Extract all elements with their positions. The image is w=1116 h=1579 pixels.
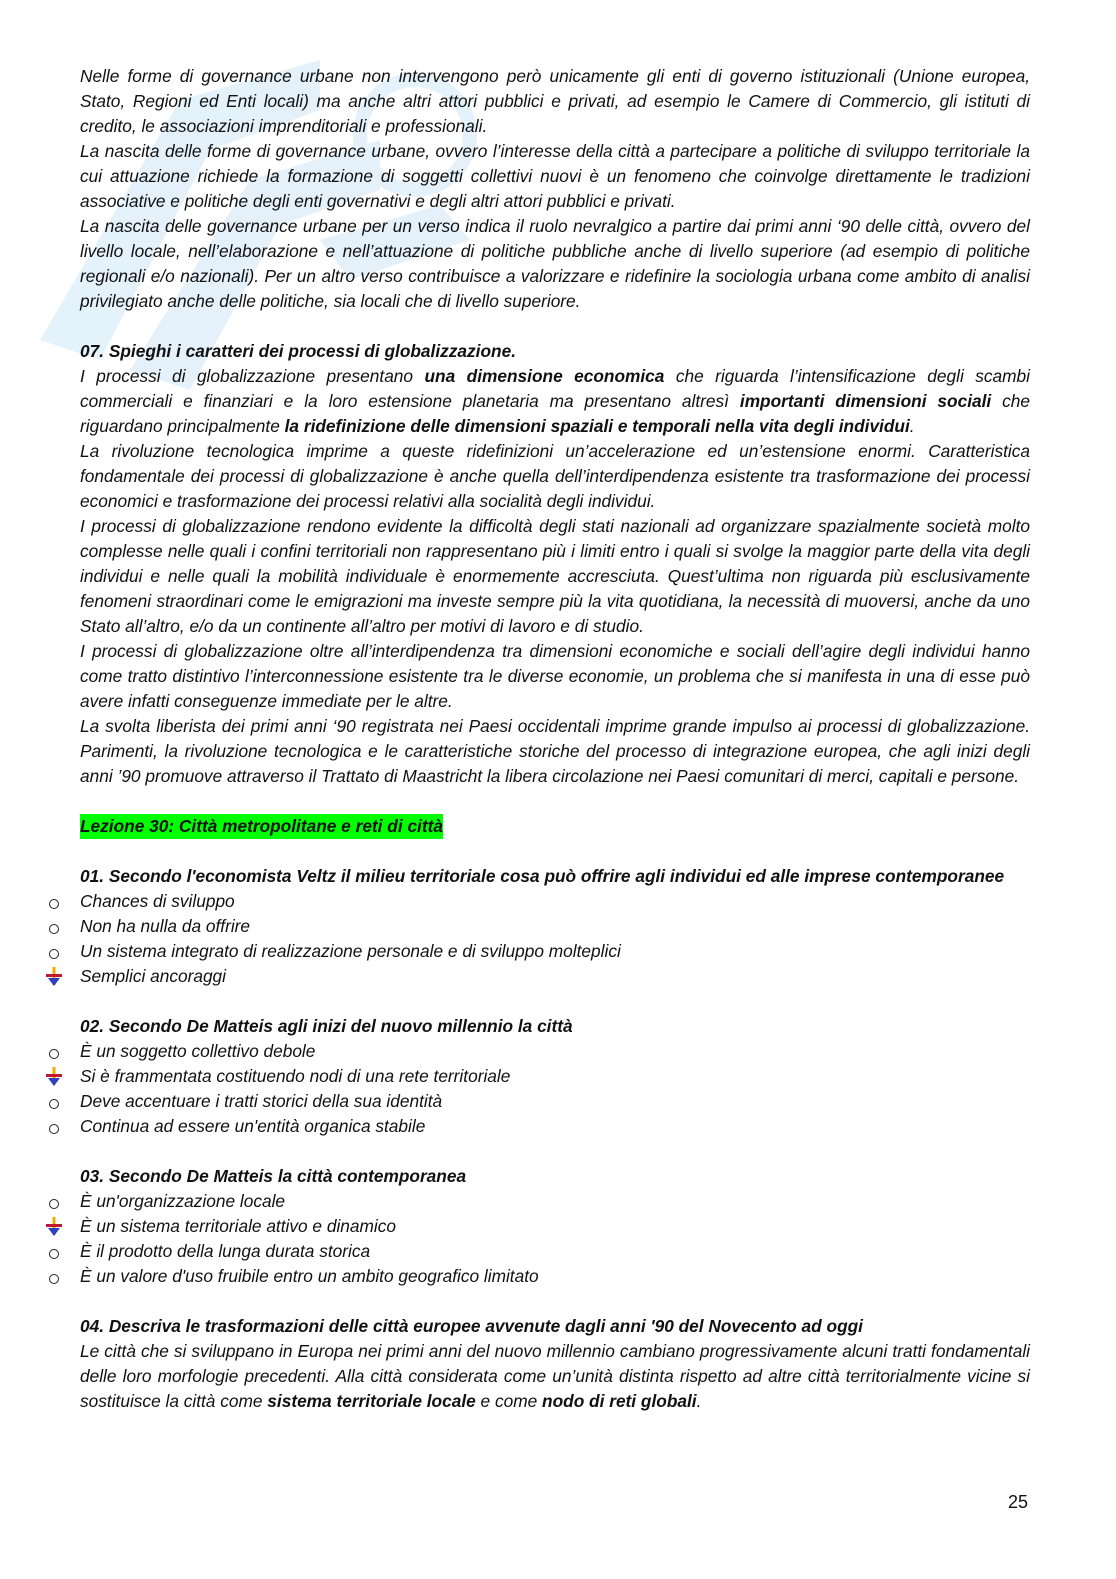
correct-answer-arrow-icon (45, 1214, 63, 1239)
correct-answer-arrow-icon (45, 1064, 63, 1089)
option-item: Continua ad essere un'entità organica stabile (80, 1114, 1030, 1139)
paragraph: I processi di globalizzazione rendono evidente la difficoltà degli stati nazionali ad organizzare spazialmente società molto complesse nelle quali i confini territoriali non rappresentano più i limiti entro i quali si svolge la maggior parte della vita degli individui e nelle quali la mobilità individuale è enormemente accresciuta. Quest’ultima non riguarda più esclusivamente fenomeni straordinari come le emigrazioni ma investe sempre più la vita quotidiana, la necessità di muoversi, anche da uno Stato all’altro, e/o da un continente all’altro per motivi di lavoro e di studio. (80, 516, 1030, 636)
circle-bullet-icon (49, 1124, 59, 1134)
circle-bullet-icon (49, 949, 59, 959)
question-title: 04. Descriva le trasformazioni delle città europee avvenute dagli anni '90 del Novecento ad oggi (80, 1316, 863, 1336)
option-item: È un valore d'uso fruibile entro un ambito geografico limitato (80, 1264, 1030, 1289)
circle-bullet-icon (49, 1099, 59, 1109)
document-page (80, 64, 1030, 1414)
option-item-correct: Semplici ancoraggi (80, 964, 1030, 989)
circle-bullet-icon (49, 924, 59, 934)
circle-bullet-icon (49, 1274, 59, 1284)
paragraph: I processi di globalizzazione presentano una dimensione economica che riguarda l’intensificazione degli scambi commerciali e finanziari e la loro estensione planetaria ma presentano altresì importanti dimensioni sociali che riguardano principalmente la ridefinizione delle dimensioni spaziali e temporali nella vita degli individui. (80, 366, 1030, 436)
paragraph: Nelle forme di governance urbane non intervengono però unicamente gli enti di governo istituzionali (Unione europea, Stato, Regioni ed Enti locali) ma anche altri attori pubblici e privati, ad esempio le Camere di Commercio, gli istituti di credito, le associazioni imprenditoriali e professionali. (80, 66, 1030, 136)
option-item-correct: Si è frammentata costituendo nodi di una rete territoriale (80, 1064, 1030, 1089)
quiz-question: 02. Secondo De Matteis agli inizi del nuovo millennio la città (80, 1016, 573, 1036)
option-item: È un soggetto collettivo debole (80, 1039, 1030, 1064)
option-item-correct: È un sistema territoriale attivo e dinamico (80, 1214, 1030, 1239)
paragraph: I processi di globalizzazione oltre all’interdipendenza tra dimensioni economiche e sociali dell’agire degli individui hanno come tratto distintivo l’interconnessione esistente tra le diverse economie, un problema che si manifesta in una di esse può avere infatti conseguenze immediate per le altre. (80, 641, 1030, 711)
option-item: Deve accentuare i tratti storici della sua identità (80, 1089, 1030, 1114)
circle-bullet-icon (49, 899, 59, 909)
circle-bullet-icon (49, 1049, 59, 1059)
option-list (80, 1189, 1030, 1289)
option-item: Chances di sviluppo (80, 889, 1030, 914)
circle-bullet-icon (49, 1199, 59, 1209)
paragraph: Le città che si sviluppano in Europa nei primi anni del nuovo millennio cambiano progressivamente alcuni tratti fondamentali delle loro morfologie precedenti. Alla città considerata come un’unità distinta rispetto ad altre città territorialmente vicine si sostituisce la città come sistema territoriale locale e come nodo di reti globali. (80, 1341, 1030, 1411)
option-item: È un'organizzazione locale (80, 1189, 1030, 1214)
quiz-question: 01. Secondo l'economista Veltz il milieu territoriale cosa può offrire agli individui ed alle imprese contemporanee (80, 866, 1005, 886)
circle-bullet-icon (49, 1249, 59, 1259)
page-number: 25 (1008, 1492, 1029, 1512)
option-item: Non ha nulla da offrire (80, 914, 1030, 939)
quiz-question: 03. Secondo De Matteis la città contemporanea (80, 1166, 467, 1186)
paragraph: La nascita delle governance urbane per un verso indica il ruolo nevralgico a partire dai primi anni ‘90 delle città, ovvero del livello locale, nell’elaborazione e nell’attuazione di politiche pubbliche anche di livello superiore (ad esempio di politiche regionali e/o nazionali). Per un altro verso contribuisce a valorizzare e ridefinire la sociologia urbana come ambito di analisi privilegiato anche delle politiche, sia locali che di livello superiore. (80, 216, 1030, 311)
paragraph: La nascita delle forme di governance urbane, ovvero l’interesse della città a partecipare a politiche di sviluppo territoriale la cui attuazione richiede la formazione di soggetti collettivi nuovi è un fenomeno che coinvolge direttamente le tradizioni associative e politiche degli enti governativi e degli altri attori pubblici e privati. (80, 141, 1030, 211)
question-title: 07. Spieghi i caratteri dei processi di globalizzazione. (80, 341, 516, 361)
paragraph: La rivoluzione tecnologica imprime a queste ridefinizioni un’accelerazione ed un’estensione enormi. Caratteristica fondamentale dei processi di globalizzazione è anche quella dell’interdipendenza esistente tra trasformazione dei processi economici e trasformazione dei processi relativi alla socialità degli individui. (80, 441, 1030, 511)
lesson-heading: Lezione 30: Città metropolitane e reti di città (80, 814, 443, 839)
option-item: Un sistema integrato di realizzazione personale e di sviluppo molteplici (80, 939, 1030, 964)
paragraph: La svolta liberista dei primi anni ‘90 registrata nei Paesi occidentali imprime grande impulso ai processi di globalizzazione. Parimenti, la rivoluzione tecnologica e le caratteristiche storiche del processo di integrazione europea, che agli inizi degli anni ’90 promuove attraverso il Trattato di Maastricht la libera circolazione nei Paesi comunitari di merci, capitali e persone. (80, 716, 1030, 786)
option-list (80, 889, 1030, 989)
correct-answer-arrow-icon (45, 964, 63, 989)
option-item: È il prodotto della lunga durata storica (80, 1239, 1030, 1264)
option-list (80, 1039, 1030, 1139)
